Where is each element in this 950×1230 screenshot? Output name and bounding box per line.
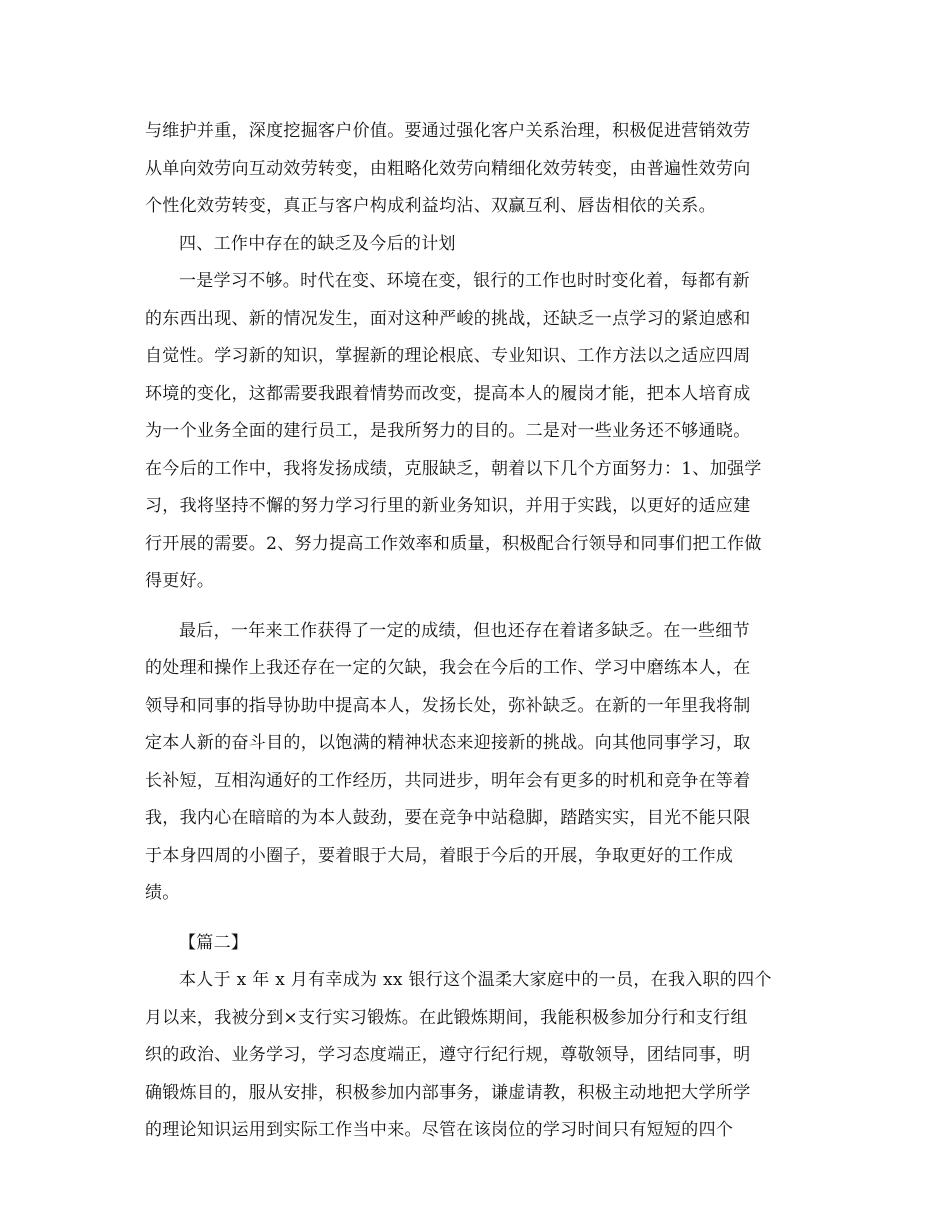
text-line: 的理论知识运用到实际工作当中来。尽管在该岗位的学习时间只有短短的四个 (145, 1120, 734, 1140)
text-line: 环境的变化，这都需要我跟着情势而改变，提高本人的履岗才能，把本人培育成 (145, 383, 751, 404)
text-line: 个性化效劳转变，真正与客户构成利益均沾、双赢互利、唇齿相依的关系。 (145, 196, 716, 216)
text-line: 我，我内心在暗暗的为本人鼓劲，要在竞争中站稳脚，踏踏实实，目光不能只限 (145, 808, 751, 828)
text-line: 自觉性。学习新的知识，掌握新的理论根底、专业知识、工作方法以之适应四周 (145, 346, 751, 366)
text-line: 定本人新的奋斗目的，以饱满的精神状态来迎接新的挑战。向其他同事学习，取 (145, 733, 751, 753)
text-line: 为一个业务全面的建行员工，是我所努力的目的。二是对一些业务还不够通晓。 (145, 421, 751, 441)
text-line: 长补短，互相沟通好的工作经历，共同进步，明年会有更多的时机和竞争在等着 (145, 770, 751, 791)
text-line: 确锻炼目的，服从安排，积极参加内部事务，谦虚请教，积极主动地把大学所学 (145, 1082, 751, 1103)
document-body (145, 113, 810, 1150)
paragraph-customer-relations (145, 113, 810, 226)
text-line: 领导和同事的指导协助中提高本人，发扬长处，弥补缺乏。在新的一年里我将制 (145, 695, 751, 716)
section-title-part-two: 【篇二】 (179, 932, 249, 953)
paragraph-shortcomings (145, 263, 810, 601)
text-line: 月以来，我被分到×支行实习锻炼。在此锻炼期间，我能积极参加分行和支行组 (145, 1007, 748, 1028)
text-line: 最后，一年来工作获得了一定的成绩，但也还存在着诸多缺乏。在一些细节 (179, 620, 750, 641)
text-line: 的东西出现、新的情况发生，面对这种严峻的挑战，还缺乏一点学习的紧迫感和 (145, 308, 751, 329)
paragraph-part-two-intro (145, 962, 810, 1150)
text-line: 织的政治、业务学习，学习态度端正，遵守行纪行规，尊敬领导，团结同事，明 (145, 1045, 751, 1065)
paragraph-gap (145, 913, 810, 925)
text-line: 绩。 (145, 883, 180, 903)
section-heading-shortcomings: 四、工作中存在的缺乏及今后的计划 (179, 233, 456, 254)
paragraph-gap (145, 601, 810, 613)
text-line: 与维护并重，深度挖掘客户价值。要通过强化客户关系治理，积极促进营销效劳 (145, 121, 751, 141)
text-line: 在今后的工作中，我将发扬成绩，克服缺乏，朝着以下几个方面努力：1、加强学 (145, 458, 762, 479)
text-line: 习，我将坚持不懈的努力学习行里的新业务知识，并用于实践，以更好的适应建 (145, 496, 751, 516)
paragraph-conclusion (145, 613, 810, 913)
text-line: 的处理和操作上我还存在一定的欠缺，我会在今后的工作、学习中磨练本人，在 (145, 658, 751, 678)
text-line: 从单向效劳向互动效劳转变，由粗略化效劳向精细化效劳转变，由普遍性效劳向 (145, 158, 751, 179)
text-line: 行开展的需要。2、努力提高工作效率和质量，积极配合行领导和同事们把工作做 (145, 533, 762, 554)
text-line: 于本身四周的小圈子，要着眼于大局，着眼于今后的开展，争取更好的工作成 (145, 845, 734, 866)
text-line: 得更好。 (145, 571, 215, 591)
text-line: 一是学习不够。时代在变、环境在变，银行的工作也时时变化着，每都有新 (179, 271, 750, 291)
text-line: 本人于 x 年 x 月有幸成为 xx 银行这个温柔大家庭中的一员，在我入职的四个 (179, 970, 772, 990)
